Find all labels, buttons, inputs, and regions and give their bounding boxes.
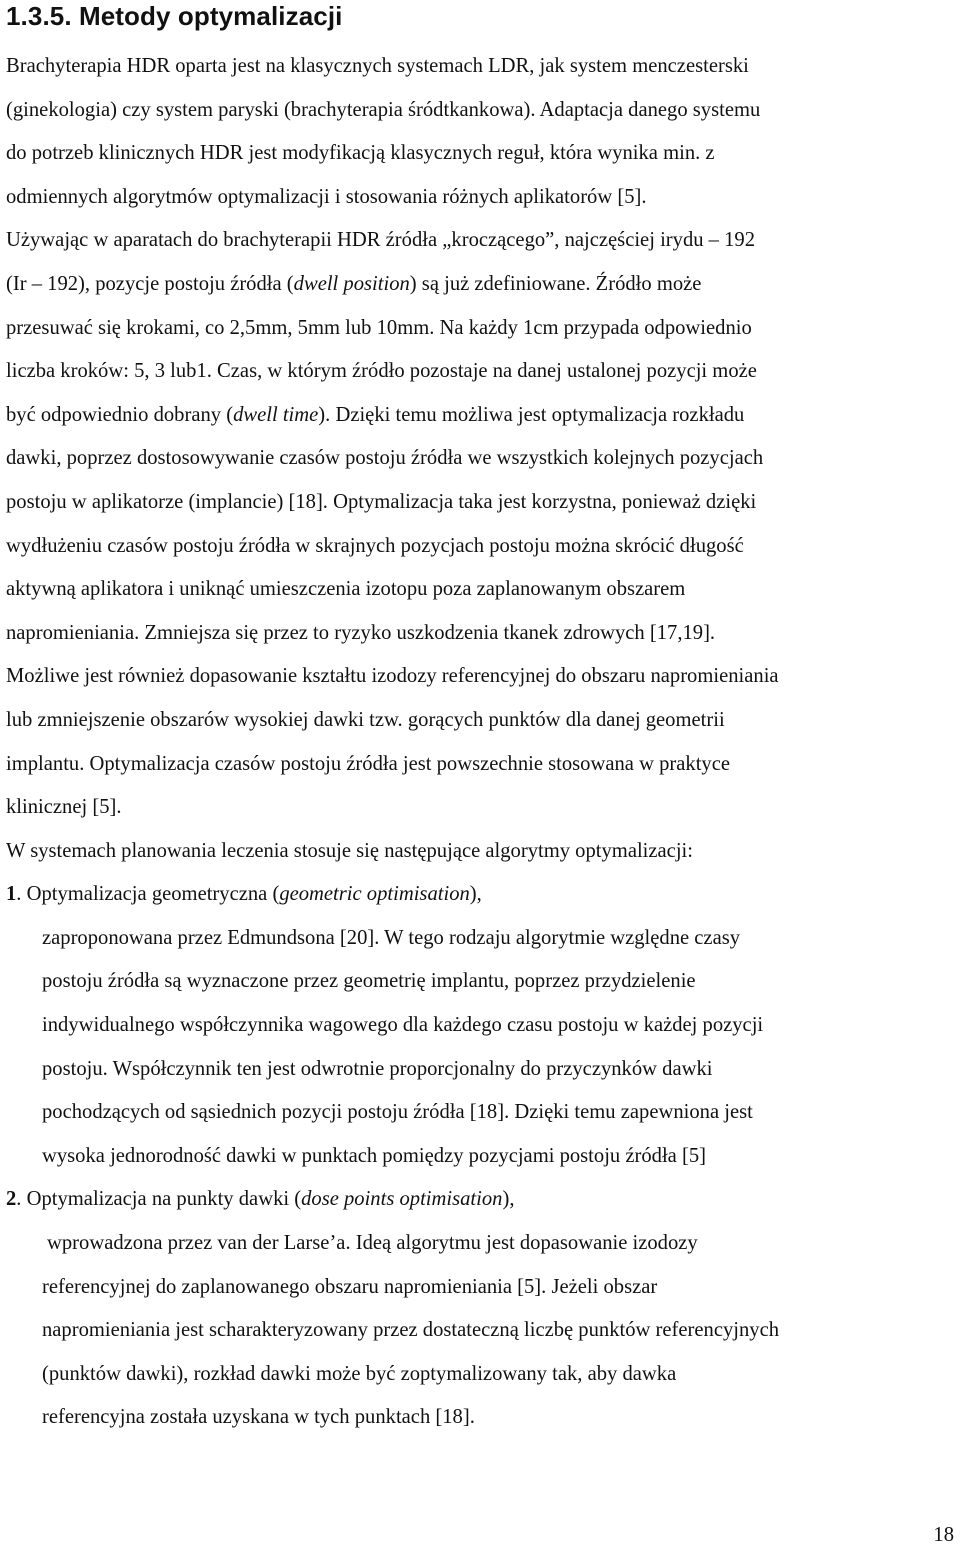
italic-term: dwell time xyxy=(233,403,319,426)
list-number: 1 xyxy=(6,883,17,906)
text-segment: Brachyterapia HDR oparta jest na klasycznych systemach LDR, jak system menczesterski xyxy=(6,55,749,77)
text-line xyxy=(6,219,960,263)
text-segment: napromieniania. Zmniejsza się przez to ryzyko uszkodzenia tkanek zdrowych [17,19]. xyxy=(6,621,716,644)
text-line xyxy=(6,917,960,961)
text-line xyxy=(6,89,960,133)
text-segment: referencyjna została uzyskana w tych punktach [18]. xyxy=(42,1406,475,1429)
section-heading: 1.3.5. Metody optymalizacji xyxy=(6,1,343,31)
text-line xyxy=(6,263,960,307)
text-segment: zaproponowana przez Edmundsona [20]. W tego rodzaju algorytmie względne czasy xyxy=(42,926,741,949)
text-line xyxy=(6,830,960,874)
text-line xyxy=(6,699,960,743)
list-number: 2 xyxy=(6,1188,17,1211)
text-segment: implantu. Optymalizacja czasów postoju źródła jest powszechnie stosowana w praktyce xyxy=(6,752,730,775)
text-line xyxy=(6,45,960,89)
text-line xyxy=(6,525,960,569)
text-segment: do potrzeb klinicznych HDR jest modyfikacją klasycznych reguł, która wynika min. z xyxy=(6,142,715,165)
text-segment: Używając w aparatach do brachyterapii HDR źródła „kroczącego”, najczęściej irydu – 192 xyxy=(6,229,756,252)
text-segment: odmiennych algorytmów optymalizacji i stosowania różnych aplikatorów [5]. xyxy=(6,185,647,208)
text-segment: indywidualnego współczynnika wagowego dla każdego czasu postoju w każdej pozycji xyxy=(42,1014,764,1037)
text-segment: ). Dzięki temu możliwa jest optymalizacja rozkładu xyxy=(318,403,745,426)
text-line xyxy=(6,612,960,656)
document-body xyxy=(6,45,960,1440)
text-line xyxy=(6,350,960,394)
text-segment: liczba kroków: 5, 3 lub1. Czas, w którym źródło pozostaje na danej ustalonej pozycji może xyxy=(6,360,757,383)
text-line xyxy=(6,568,960,612)
italic-term: dose points optimisation xyxy=(301,1188,503,1211)
text-segment: być odpowiednio dobrany ( xyxy=(6,403,234,426)
text-line xyxy=(6,1353,960,1397)
text-line xyxy=(6,481,960,525)
text-line xyxy=(6,1396,960,1440)
text-segment: klinicznej [5]. xyxy=(6,796,122,819)
text-segment: . Optymalizacja na punkty dawki ( xyxy=(16,1188,302,1211)
page-number: 18 xyxy=(933,1524,954,1546)
text-line xyxy=(6,394,960,438)
text-segment: postoju źródła są wyznaczone przez geometrię implantu, poprzez przydzielenie xyxy=(42,970,696,993)
text-line xyxy=(6,743,960,787)
text-segment: pochodzących od sąsiednich pozycji postoju źródła [18]. Dzięki temu zapewniona jest xyxy=(42,1101,753,1124)
text-segment: lub zmniejszenie obszarów wysokiej dawki tzw. gorących punktów dla danej geometrii xyxy=(6,708,725,731)
text-line xyxy=(6,1091,960,1135)
text-line xyxy=(6,873,960,917)
text-segment: postoju w aplikatorze (implancie) [18]. Optymalizacja taka jest korzystna, ponieważ dzięki xyxy=(6,490,757,513)
text-line xyxy=(6,1135,960,1179)
text-line xyxy=(6,655,960,699)
text-line xyxy=(6,1266,960,1310)
text-segment: (Ir – 192), pozycje postoju źródła ( xyxy=(6,272,294,295)
italic-term: geometric optimisation xyxy=(279,883,470,906)
text-line xyxy=(6,437,960,481)
text-line xyxy=(6,1048,960,1092)
text-segment: wysoka jednorodność dawki w punktach pomiędzy pozycjami postoju źródła [5] xyxy=(42,1144,706,1167)
text-segment: ), xyxy=(502,1188,515,1211)
italic-term: dwell position xyxy=(293,272,410,295)
text-segment: Możliwe jest również dopasowanie kształtu izodozy referencyjnej do obszaru napromieniania xyxy=(6,665,779,688)
text-segment: przesuwać się krokami, co 2,5mm, 5mm lub 10mm. Na każdy 1cm przypada odpowiednio xyxy=(6,316,752,339)
text-segment: napromieniania jest scharakteryzowany przez dostateczną liczbę punktów referencyjnych xyxy=(42,1319,780,1342)
text-segment: (punktów dawki), rozkład dawki może być zoptymalizowany tak, aby dawka xyxy=(42,1362,677,1385)
text-line xyxy=(6,132,960,176)
text-segment: ) są już zdefiniowane. Źródło może xyxy=(409,272,702,295)
text-line xyxy=(6,1309,960,1353)
text-segment: wydłużeniu czasów postoju źródła w skrajnych pozycjach postoju można skrócić długość xyxy=(6,534,744,557)
text-line xyxy=(6,307,960,351)
text-segment: . Optymalizacja geometryczna ( xyxy=(16,883,280,906)
text-segment: referencyjnej do zaplanowanego obszaru napromieniania [5]. Jeżeli obszar xyxy=(42,1275,658,1298)
text-segment: (ginekologia) czy system paryski (brachyterapia śródtkankowa). Adaptacja danego systemu xyxy=(6,98,761,121)
text-line xyxy=(6,960,960,1004)
text-segment: W systemach planowania leczenia stosuje się następujące algorytmy optymalizacji: xyxy=(6,839,693,862)
text-segment: wprowadzona przez van der Larse’a. Ideą algorytmu jest dopasowanie izodozy xyxy=(47,1232,698,1255)
text-line xyxy=(6,176,960,220)
text-line xyxy=(6,1222,960,1266)
text-segment: postoju. Współczynnik ten jest odwrotnie proporcjonalny do przyczynków dawki xyxy=(42,1057,713,1080)
text-line xyxy=(6,1178,960,1222)
text-line xyxy=(6,1004,960,1048)
text-segment: dawki, poprzez dostosowywanie czasów postoju źródła we wszystkich kolejnych pozycjach xyxy=(6,447,764,470)
text-line xyxy=(6,786,960,830)
text-segment: ), xyxy=(469,883,482,906)
text-segment: aktywną aplikatora i uniknąć umieszczenia izotopu poza zaplanowanym obszarem xyxy=(6,578,686,601)
